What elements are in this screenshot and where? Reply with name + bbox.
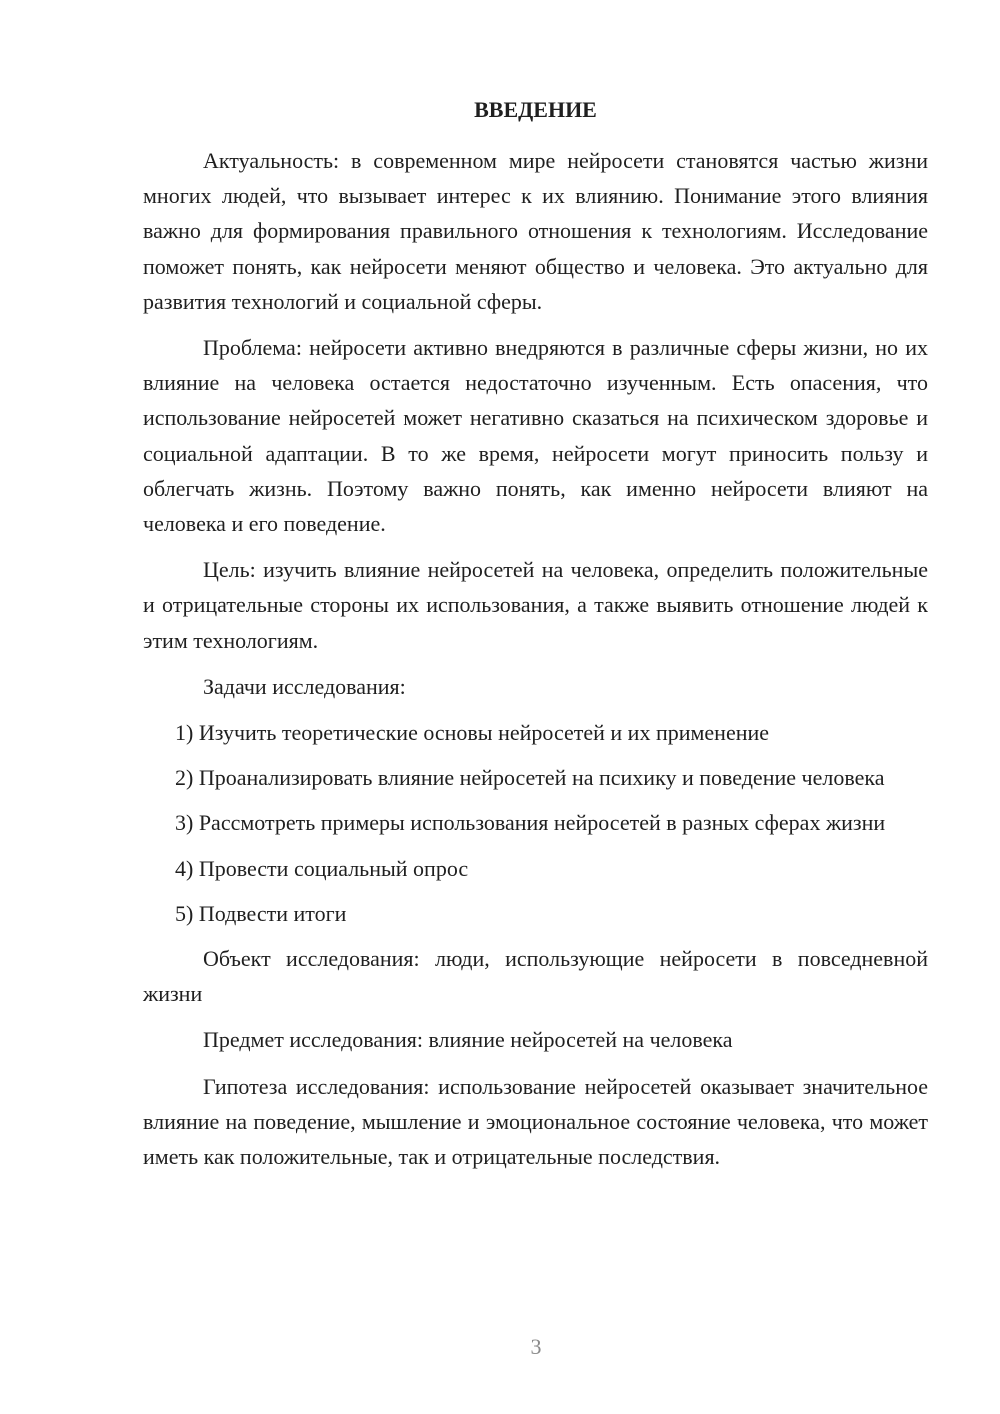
paragraph-hypothesis: Гипотеза исследования: использование нейросетей оказывает значительное влияние на поведение, мышление и эмоциональное состояние человека, что может иметь как положительные, так и отрицательные последствия. bbox=[143, 1073, 928, 1170]
tasks-heading: Задачи исследования: bbox=[203, 673, 406, 699]
task-item-4: 4) Провести социальный опрос bbox=[175, 855, 469, 881]
section-title: ВВЕДЕНИЕ bbox=[474, 97, 597, 122]
page-number: 3 bbox=[530, 1334, 542, 1359]
paragraph-relevance: Актуальность: в современном мире нейросети становятся частью жизни многих людей, что вызывает интерес к их влиянию. Понимание этого влияния важно для формирования правильного отношения к технологиям. Исследование поможет понять, как нейросети меняют общество и человека. Это актуально для развития технологий и социальной сферы. bbox=[143, 148, 928, 314]
paragraph-problem: Проблема: нейросети активно внедряются в различные сферы жизни, но их влияние на человека остается недостаточно изученным. Есть опасения, что использование нейросетей может негативно сказаться на психическом здоровье и социальной адаптации. В то же время, нейросети могут приносить пользу и облегчать жизнь. Поэтому важно понять, как именно нейросети влияют на человека и его поведение. bbox=[143, 335, 928, 537]
paragraph-subject: Предмет исследования: влияние нейросетей на человека bbox=[203, 1027, 733, 1053]
paragraph-object: Объект исследования: люди, использующие нейросети в повседневной жизни bbox=[143, 946, 928, 1007]
paragraph-goal: Цель: изучить влияние нейросетей на человека, определить положительные и отрицательные стороны их использования, а также выявить отношение людей к этим технологиям. bbox=[143, 557, 928, 653]
document-page bbox=[143, 96, 928, 1185]
task-item-5: 5) Подвести итоги bbox=[175, 900, 347, 926]
task-item-3: 3) Рассмотреть примеры использования нейросетей в разных сферах жизни bbox=[175, 810, 886, 836]
task-item-1: 1) Изучить теоретические основы нейросетей и их применение bbox=[175, 720, 770, 746]
task-item-2: 2) Проанализировать влияние нейросетей на психику и поведение человека bbox=[175, 765, 885, 791]
